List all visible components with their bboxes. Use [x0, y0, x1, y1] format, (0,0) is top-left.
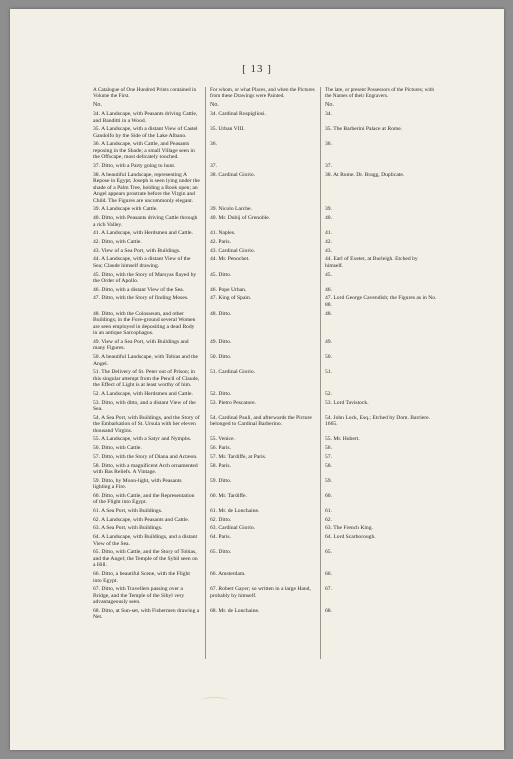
painted-for: 40. Mr. Dubij of Grenoble.: [210, 215, 271, 222]
catalogue-row: [10, 172, 504, 205]
catalogue-row: [10, 608, 504, 621]
catalogue-row: [10, 525, 504, 532]
possessor: 60.: [325, 492, 332, 499]
possessor: 47. Lord George Cavendish; the Figures as in No. 88.: [325, 295, 437, 308]
print-description: 66. Ditto, a beautiful Scene, with the Flight into Egypt.: [93, 571, 190, 584]
catalogue-row: [10, 354, 504, 367]
painted-for: 51. Cardinal Giorio.: [210, 369, 256, 376]
print-description: 40. Ditto, with Peasants driving Cattle through a rich Valley.: [93, 215, 198, 228]
header-possessors-text: The late, or present Possessors of the Pictures; with the Names of their Engravers.: [325, 87, 435, 100]
catalogue-row: [10, 295, 504, 308]
possessor: 53. Lord Tavistock.: [325, 399, 369, 406]
possessor: 44. Earl of Exeter, at Burleigh. Etched by himself.: [325, 256, 418, 269]
painted-for: 60. Mr. Tardiffe.: [210, 492, 247, 499]
print-description: 65. Ditto, with Cattle, and the Story of Tobias, and the Angel; the Temple of the Sybil seen on a Hill.: [93, 549, 198, 569]
painted-for: 42. Paris.: [210, 239, 231, 245]
paper-stain: [200, 697, 230, 706]
catalogue-row: [10, 230, 504, 237]
possessor: 57.: [325, 453, 332, 460]
header-no-label: No.: [93, 102, 102, 109]
painted-for: 50. Ditto.: [210, 354, 232, 360]
catalogue-row: [10, 436, 504, 443]
painted-for: 36.: [210, 141, 217, 148]
possessor: 41.: [325, 230, 332, 237]
possessor: 38. At Rome. Dr. Bragg, Duplicate.: [325, 171, 405, 178]
painted-for: 61. Mr. de Lonchaine.: [210, 508, 260, 515]
print-description: 44. A Landscape, with a distant View of the Sea; Claude himself drawing.: [93, 256, 191, 269]
print-description: 45. Ditto, with the Story of Marsyas flayed by the Order of Apollo.: [93, 271, 197, 285]
possessor: 50.: [325, 354, 332, 360]
catalogue-row: [10, 571, 504, 584]
print-description: 61. A Sea Port, with Buildings.: [93, 508, 163, 515]
print-description: 36. A Landscape, with Cattle, and Peasants reposing in the Shade; a small Village seen in the Offscape, most delicately touched.: [93, 141, 195, 161]
catalogue-entries: [10, 111, 504, 623]
possessor: 34.: [325, 111, 332, 117]
catalogue-row: [10, 534, 504, 547]
catalogue-row: [10, 400, 504, 413]
painted-for: 45. Ditto.: [210, 271, 232, 278]
catalogue-row: [10, 586, 504, 606]
catalogue-row: [10, 206, 504, 213]
painted-for: 53. Pietro Pescatore.: [210, 399, 256, 406]
painted-for: 44. Mr. Penochet.: [210, 256, 250, 263]
catalogue-row: [10, 339, 504, 352]
catalogue-row: [10, 415, 504, 435]
print-description: 38. A beautiful Landscape, representing A Repose in Egypt; Joseph is seen lying under the shade of a Palm Tree, holding a Book open; an Angel appears prostrate before the Virgin and Child. The Figures are uncommonly elegant.: [93, 171, 200, 204]
print-description: 63. A Sea Port, with Buildings.: [93, 525, 163, 532]
catalogue-row: [10, 391, 504, 398]
painted-for: 54. Cardinal Pauli, and afterwards the Picture belonged to Cardinal Barberino.: [210, 414, 312, 428]
print-description: 39. A Landscape with Cattle.: [93, 206, 158, 213]
painted-for: 43. Cardinal Giorio.: [210, 247, 256, 254]
possessor: 59.: [325, 477, 332, 484]
possessor: 42.: [325, 239, 332, 245]
painted-for: 55. Venice.: [210, 436, 235, 443]
painted-for: 59. Ditto.: [210, 477, 232, 484]
possessor: 65.: [325, 549, 332, 556]
print-description: 64. A Landscape, with Buildings, and a distant View of the Sea.: [93, 534, 198, 547]
catalogue-page: [10, 9, 504, 750]
catalogue-row: [10, 478, 504, 491]
painted-for: 56. Paris.: [210, 445, 231, 452]
painted-for: 38. Cardinal Giorio.: [210, 171, 256, 178]
print-description: 60. Ditto, with Cattle, and the Representation of the Flight into Egypt.: [93, 492, 195, 506]
header-painted-for-text: For whom, or what Places, and when the Pictures from these Drawings were Painted.: [210, 87, 315, 100]
possessor: 35. The Barberini Palace at Rome.: [325, 126, 403, 133]
print-description: 62. A Landscape, with Peasants and Cattle.: [93, 516, 190, 523]
catalogue-row: [10, 445, 504, 452]
print-description: 52. A Landscape, with Herdsmen and Cattle.: [93, 390, 193, 397]
possessor: 45.: [325, 271, 332, 278]
catalogue-row: [10, 454, 504, 461]
painted-for: 62. Ditto.: [210, 516, 232, 523]
possessor: 46.: [325, 286, 332, 293]
page-number: [ 13 ]: [242, 63, 272, 75]
header-no-label: No.: [210, 102, 219, 109]
catalogue-row: [10, 163, 504, 170]
painted-for: 48. Ditto.: [210, 310, 232, 317]
print-description: 48. Ditto, with the Colosseum, and other Buildings; in the Fore-ground several Women are seen employed in depositing a dead Body in an antique Sarcophagus.: [93, 310, 196, 337]
possessor: 64. Lord Scarborough.: [325, 534, 376, 541]
painted-for: 58. Paris.: [210, 462, 231, 469]
painted-for: 68. Mr. de Lonchaine.: [210, 607, 260, 614]
catalogue-row: [10, 549, 504, 569]
print-description: 55. A Landscape, with a Satyr and Nymphs.: [93, 436, 192, 443]
print-description: 59. Ditto, by Moon-light, with Peasants lighting a Fire.: [93, 477, 182, 491]
print-description: 41. A Landscape, with Herdsmen and Cattle.: [93, 230, 193, 237]
print-description: 35. A Landscape, with a distant View of Castel Gandolfo by the Side of the Lake Albano.: [93, 126, 198, 139]
catalogue-row: [10, 369, 504, 389]
painted-for: 57. Mr. Tardiffe, at Paris.: [210, 453, 267, 460]
catalogue-row: [10, 111, 504, 124]
print-description: 51. The Delivery of St. Peter out of Prison; in this singular attempt from the Pencil of Claude, the Effect of Light is at least worthy of him.: [93, 369, 200, 389]
header-catalogue-text: A Catalogue of One Hundred Prints contained in Volume the First.: [93, 87, 197, 100]
painted-for: 47. King of Spain.: [210, 295, 252, 302]
painted-for: 46. Pope Urban.: [210, 286, 247, 293]
catalogue-row: [10, 248, 504, 255]
possessor: 37.: [325, 163, 332, 170]
catalogue-row: [10, 141, 504, 161]
painted-for: 65. Ditto.: [210, 549, 232, 556]
print-description: 56. Ditto, with Cattle.: [93, 445, 142, 452]
painted-for: 35. Urban VIII.: [210, 126, 245, 133]
catalogue-row: [10, 311, 504, 337]
possessor: 56.: [325, 445, 332, 452]
possessor: 62.: [325, 516, 332, 523]
possessor: 48.: [325, 310, 332, 317]
possessor: 68.: [325, 607, 332, 614]
print-description: 37. Ditto, with a Party going to hunt.: [93, 163, 176, 170]
possessor: 63. The French King.: [325, 525, 373, 532]
painted-for: 66. Amsterdam.: [210, 571, 246, 577]
possessor: 49.: [325, 338, 332, 345]
possessor: 54. John Lock, Esq.; Etched by Dom. Barriere. 1665.: [325, 414, 431, 428]
possessor: 67.: [325, 586, 332, 593]
print-description: 50. A beautiful Landscape, with Tobias and the Angel.: [93, 354, 198, 367]
painted-for: 63. Cardinal Giorio.: [210, 525, 256, 532]
painted-for: 64. Paris.: [210, 534, 231, 541]
possessor: 52.: [325, 390, 332, 397]
catalogue-row: [10, 215, 504, 228]
painted-for: 41. Naples.: [210, 230, 236, 237]
catalogue-row: [10, 463, 504, 476]
painted-for: 34. Cardinal Rospigliosi.: [210, 111, 266, 117]
catalogue-row: [10, 239, 504, 246]
catalogue-row: [10, 493, 504, 506]
possessor: 61.: [325, 508, 332, 515]
possessor: 66.: [325, 571, 332, 577]
possessor: 58.: [325, 462, 332, 469]
painted-for: 67. Robert Gayer; so written in a large Hand, probably by himself.: [210, 586, 311, 599]
possessor: 36.: [325, 141, 332, 148]
header-no-label: No.: [325, 102, 334, 109]
catalogue-row: [10, 272, 504, 285]
print-description: 49. View of a Sea Port, with Buildings and many Figures.: [93, 338, 189, 352]
print-description: 43. View of a Sea Port, with Buildings.: [93, 247, 181, 254]
print-description: 47. Ditto, with the Story of finding Moses.: [93, 295, 189, 302]
painted-for: 52. Ditto.: [210, 390, 232, 397]
print-description: 34. A Landscape, with Peasants driving Cattle, and Banditti in a Wood.: [93, 111, 198, 124]
painted-for: 39. Nicolo Larche.: [210, 206, 252, 213]
catalogue-row: [10, 256, 504, 269]
painted-for: 49. Ditto.: [210, 338, 232, 345]
print-description: 42. Ditto, with Cattle.: [93, 239, 142, 245]
painted-for: 37.: [210, 163, 217, 170]
print-description: 68. Ditto, at Sun-set, with Fishermen drawing a Net.: [93, 607, 200, 621]
catalogue-row: [10, 517, 504, 524]
possessor: 39.: [325, 206, 332, 213]
catalogue-row: [10, 508, 504, 515]
possessor: 43.: [325, 247, 332, 254]
possessor: 40.: [325, 215, 332, 222]
print-description: 67. Ditto, with Travellers passing over a Bridge, and the Temple of the Sibyl very advantageously seen.: [93, 586, 185, 606]
header-possessors: [325, 87, 437, 109]
print-description: 57. Ditto, with the Story of Diana and Actæon.: [93, 453, 198, 460]
catalogue-row: [10, 126, 504, 139]
print-description: 46. Ditto, with a distant View of the Sea.: [93, 286, 185, 293]
header-painted-for: [210, 87, 315, 109]
print-description: 58. Ditto, with a magnificent Arch ornamented with Bas Reliefs. A Vintage.: [93, 462, 198, 475]
print-description: 53. Ditto, with ditto, and a distant View of the Sea.: [93, 399, 196, 413]
print-description: 54. A Sea Port, with Buildings, and the Story of the Embarkation of St. Ursula with her eleven thousand Virgins.: [93, 414, 200, 434]
catalogue-row: [10, 287, 504, 294]
possessor: 51.: [325, 369, 332, 376]
header-catalogue: [93, 87, 200, 109]
possessor: 55. Mr. Hubert.: [325, 436, 360, 443]
